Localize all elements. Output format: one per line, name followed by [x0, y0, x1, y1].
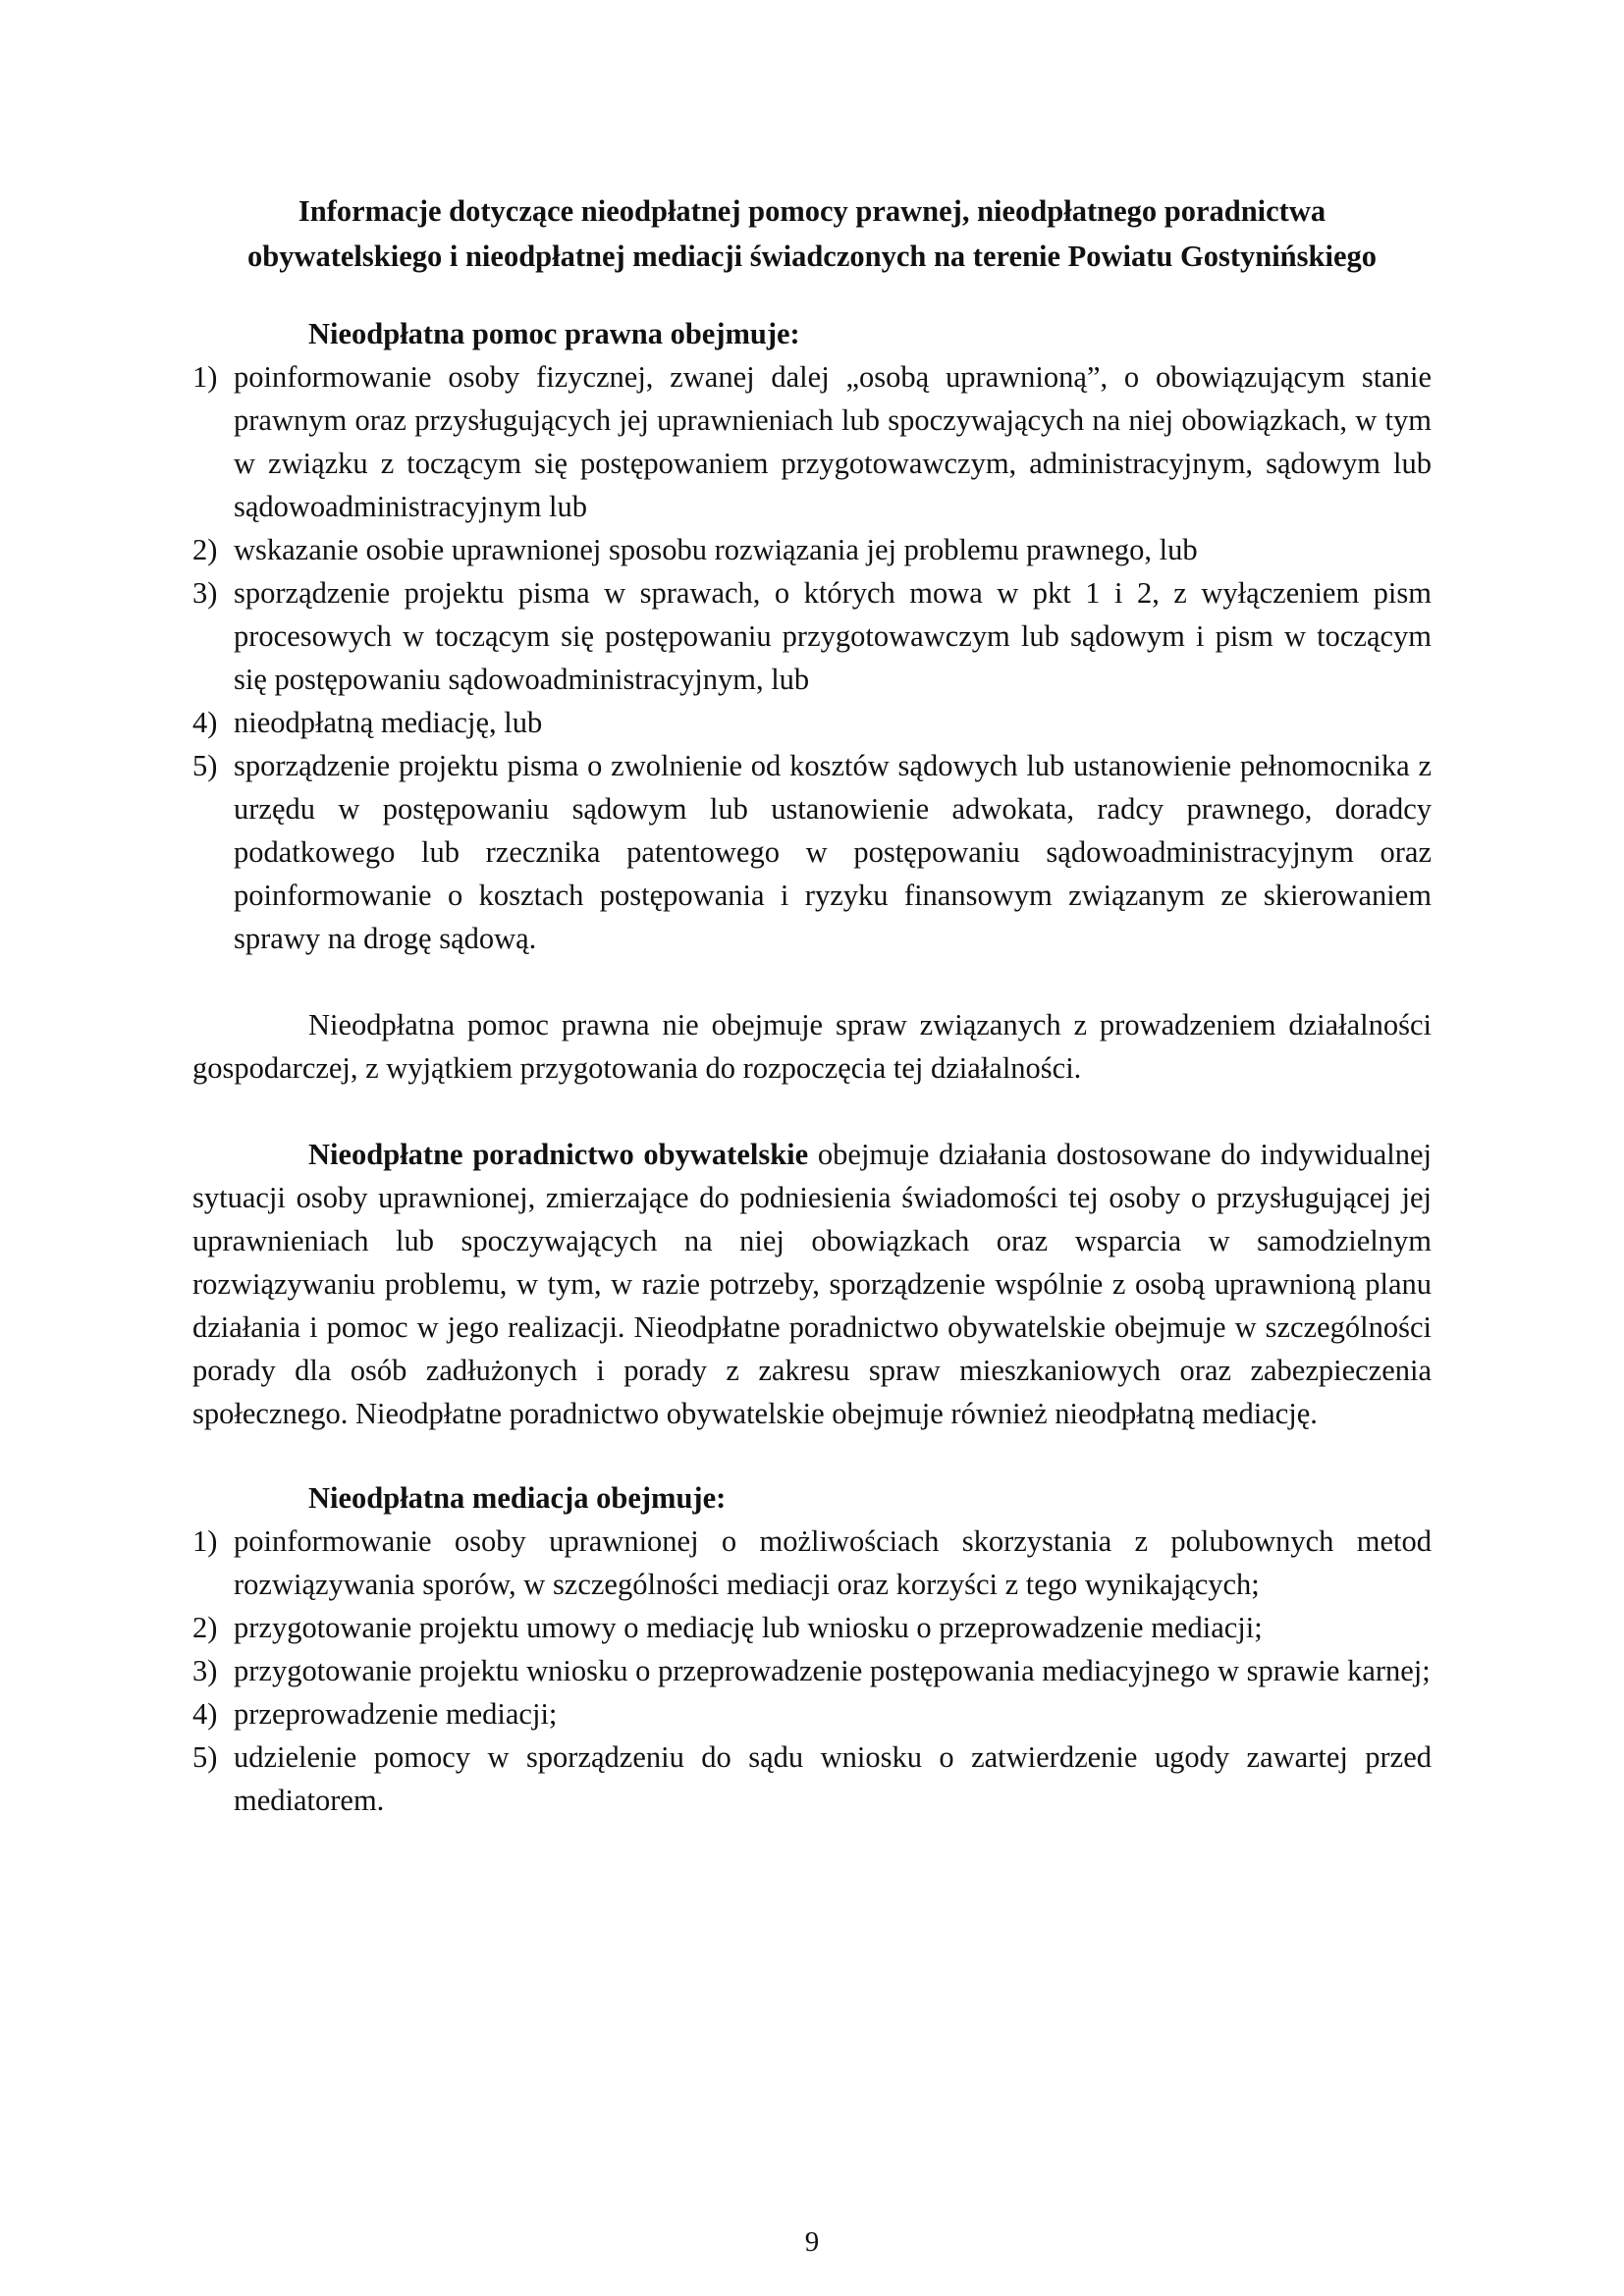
- list-item: [192, 701, 1432, 744]
- list-item: [192, 1692, 1432, 1735]
- list-item-number: 3): [192, 1654, 218, 1687]
- page-number: 9: [804, 2226, 820, 2258]
- civic-advice-text: obejmuje działania dostosowane do indywidualnej sytuacji osoby uprawnionej, zmierzające do podniesienia świadomości tej osoby o przysługującej jej uprawnieniach lub spoczywających na niej obowiązkach oraz wsparcia w samodzielnym rozwiązywaniu problemu, w tym, w razie potrzeby, sporządzenie wspólnie z osobą uprawnioną planu działania i pomoc w jego realizacji. Nieodpłatne poradnictwo obywatelskie obejmuje w szczególności porady dla osób zadłużonych i porady z zakresu spraw mieszkaniowych oraz zabezpieczenia społecznego. Nieodpłatne poradnictwo obywatelskie obejmuje również nieodpłatną mediację.: [192, 1138, 1432, 1430]
- list-item-text: udzielenie pomocy w sporządzeniu do sądu wniosku o zatwierdzenie ugody zawartej przed mediatorem.: [234, 1740, 1432, 1817]
- legal-aid-heading: Nieodpłatna pomoc prawna obejmuje:: [308, 317, 800, 350]
- list-item: [192, 571, 1432, 701]
- list-item-text: sporządzenie projektu pisma w sprawach, o których mowa w pkt 1 i 2, z wyłączeniem pism procesowych w toczącym się postępowaniu przygotowawczym lub sądowym i pism w toczącym się postępowaniu sądowoadministracyjnym, lub: [234, 576, 1432, 696]
- list-item-number: 4): [192, 1697, 218, 1731]
- document-title: [192, 188, 1432, 279]
- list-item-text: poinformowanie osoby fizycznej, zwanej dalej „osobą uprawnioną”, o obowiązującym stanie prawnym oraz przysługujących jej uprawnieniach lub spoczywających na niej obowiązkach, w tym w związku z toczącym się postępowaniem przygotowawczym, administracyjnym, sądowym lub sądowoadministracyjnym lub: [234, 360, 1432, 523]
- list-item-number: 2): [192, 533, 218, 566]
- list-item-number: 3): [192, 576, 218, 610]
- civic-advice-lead: Nieodpłatne poradnictwo obywatelskie: [308, 1138, 809, 1171]
- list-item-number: 1): [192, 1524, 218, 1558]
- title-line-1: Informacje dotyczące nieodpłatnej pomocy prawnej, nieodpłatnego poradnictwa: [298, 194, 1326, 228]
- mediation-heading: Nieodpłatna mediacja obejmuje:: [308, 1481, 727, 1515]
- list-item: [192, 1606, 1432, 1649]
- title-line-2: obywatelskiego i nieodpłatnej mediacji świadczonych na terenie Powiatu Gostynińskiego: [247, 240, 1377, 273]
- list-item: [192, 1649, 1432, 1692]
- legal-aid-list: [192, 355, 1432, 960]
- list-item-text: przygotowanie projektu umowy o mediację lub wniosku o przeprowadzenie mediacji;: [234, 1611, 1263, 1644]
- list-item: [192, 1735, 1432, 1822]
- list-item-text: poinformowanie osoby uprawnionej o możliwościach skorzystania z polubownych metod rozwiązywania sporów, w szczególności mediacji oraz korzyści z tego wynikających;: [234, 1524, 1432, 1601]
- list-item-number: 2): [192, 1611, 218, 1644]
- list-item-number: 4): [192, 706, 218, 739]
- list-item: [192, 1520, 1432, 1606]
- list-item-text: wskazanie osobie uprawnionej sposobu rozwiązania jej problemu prawnego, lub: [234, 533, 1198, 566]
- list-item-number: 1): [192, 360, 218, 394]
- list-item: [192, 528, 1432, 571]
- list-item-text: nieodpłatną mediację, lub: [234, 706, 543, 739]
- list-item-text: sporządzenie projektu pisma o zwolnienie od kosztów sądowych lub ustanowienie pełnomocnika z urzędu w postępowaniu sądowym lub ustanowienie adwokata, radcy prawnego, doradcy podatkowego lub rzecznika patentowego w postępowaniu sądowoadministracyjnym oraz poinformowanie o kosztach postępowania i ryzyku finansowym związanym ze skierowaniem sprawy na drogę sądową.: [234, 749, 1432, 955]
- list-item: [192, 744, 1432, 960]
- document-page: [192, 188, 1432, 1822]
- list-item-number: 5): [192, 749, 218, 782]
- list-item-text: przeprowadzenie mediacji;: [234, 1697, 558, 1731]
- civic-advice-paragraph: [192, 1133, 1432, 1435]
- list-item-number: 5): [192, 1740, 218, 1774]
- legal-aid-exclusion-paragraph: Nieodpłatna pomoc prawna nie obejmuje spraw związanych z prowadzeniem działalności gospodarczej, z wyjątkiem przygotowania do rozpoczęcia tej działalności.: [192, 1008, 1432, 1085]
- mediation-list: [192, 1520, 1432, 1822]
- list-item-text: przygotowanie projektu wniosku o przeprowadzenie postępowania mediacyjnego w sprawie karnej;: [234, 1654, 1431, 1687]
- list-item: [192, 355, 1432, 528]
